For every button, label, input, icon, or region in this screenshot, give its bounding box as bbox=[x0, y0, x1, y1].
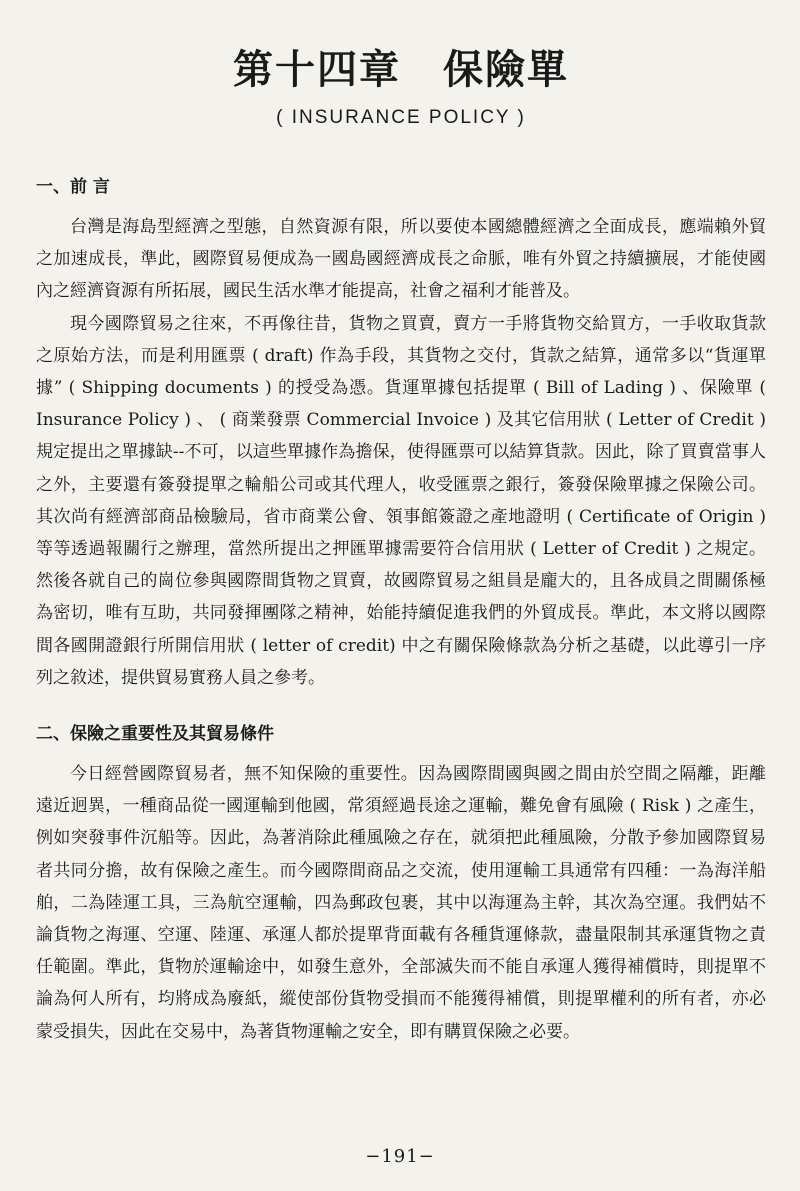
paragraph: 台灣是海島型經濟之型態，自然資源有限，所以要使本國總體經濟之全面成長，應端賴外貿之加速成長，準此，國際貿易便成為一國島國經濟成長之命脈，唯有外貿之持續擴展，才能使國內之經濟資源有所拓展，國民生活水準才能提高，社會之福利才能普及。 bbox=[36, 217, 766, 302]
section-body-importance-of-insurance bbox=[36, 758, 766, 1048]
paragraph: 今日經營國際貿易者，無不知保險的重要性。因為國際間國與國之間由於空間之隔離，距離遠近迥異，一種商品從一國運輸到他國，常須經過長途之運輸，難免會有風險 ( Risk ) 之產生，例如突發事件沉船等。因此，為著消除此種風險之存在，就須把此種風險，分散予參加國際貿易者共同分擔，故有保險之產生。而今國際間商品之交流，使用運輸工具通常有四種：一為海洋船舶，二為陸運工具，三為航空運輸，四為郵政包裹，其中以海運為主幹，其次為空運。我們姑不論貨物之海運、空運、陸運、承運人都於提單背面載有各種貨運條款，盡量限制其承運貨物之責任範圍。準此，貨物於運輸途中，如發生意外，全部滅失而不能自承運人獲得補償時，則提單不論為何人所有，均將成為廢紙，縱使部份貨物受損而不能獲得補償，則提單權利的所有者，亦必蒙受損失，因此在交易中，為著貨物運輸之安全，即有購買保險之必要。 bbox=[36, 764, 766, 1042]
chapter-subtitle: ( INSURANCE POLICY ) bbox=[276, 107, 526, 128]
chapter-title: 第十四章 保險單 bbox=[233, 46, 569, 93]
section-body-introduction bbox=[36, 211, 766, 694]
page-number: −191− bbox=[365, 1146, 435, 1167]
section-heading-introduction: 一、前 言 bbox=[36, 177, 110, 197]
paragraph: 現今國際貿易之往來，不再像往昔，貨物之買賣，賣方一手將貨物交給買方，一手收取貨款之原始方法，而是利用匯票 ( draft) 作為手段，其貨物之交付，貨款之結算，通常多以“貨運單據” ( Shipping documents ) 的授受為憑。貨運單據包括提單 ( Bill of Lading ) 、保險單 ( Insurance Policy ) 、 ( 商業發票 Commercial Invoice ) 及其它信用狀 ( Letter of Credit ) 規定提出之單據缺--不可，以這些單據作為擔保，使得匯票可以結算貨款。因此，除了買賣當事人之外，主要還有簽發提單之輪船公司或其代理人，收受匯票之銀行，簽發保險單據之保險公司。其次尚有經濟部商品檢驗局，省市商業公會、領事館簽證之產地證明 ( Certificate of Origin ) 等等透過報關行之辦理，當然所提出之押匯單據需要符合信用狀 ( Letter of Credit ) 之規定。然後各就自己的崗位參與國際間貨物之買賣，故國際貿易之組員是龐大的，且各成員之間關係極為密切，唯有互助，共同發揮團隊之精神，始能持續促進我們的外貿成長。準此，本文將以國際間各國開證銀行所開信用狀 ( letter of credit) 中之有關保險條款為分析之基礎，以此導引一序列之敘述，提供貿易實務人員之參考。 bbox=[36, 313, 766, 688]
section-heading-importance-of-insurance: 二、保險之重要性及其貿易條件 bbox=[36, 724, 274, 745]
